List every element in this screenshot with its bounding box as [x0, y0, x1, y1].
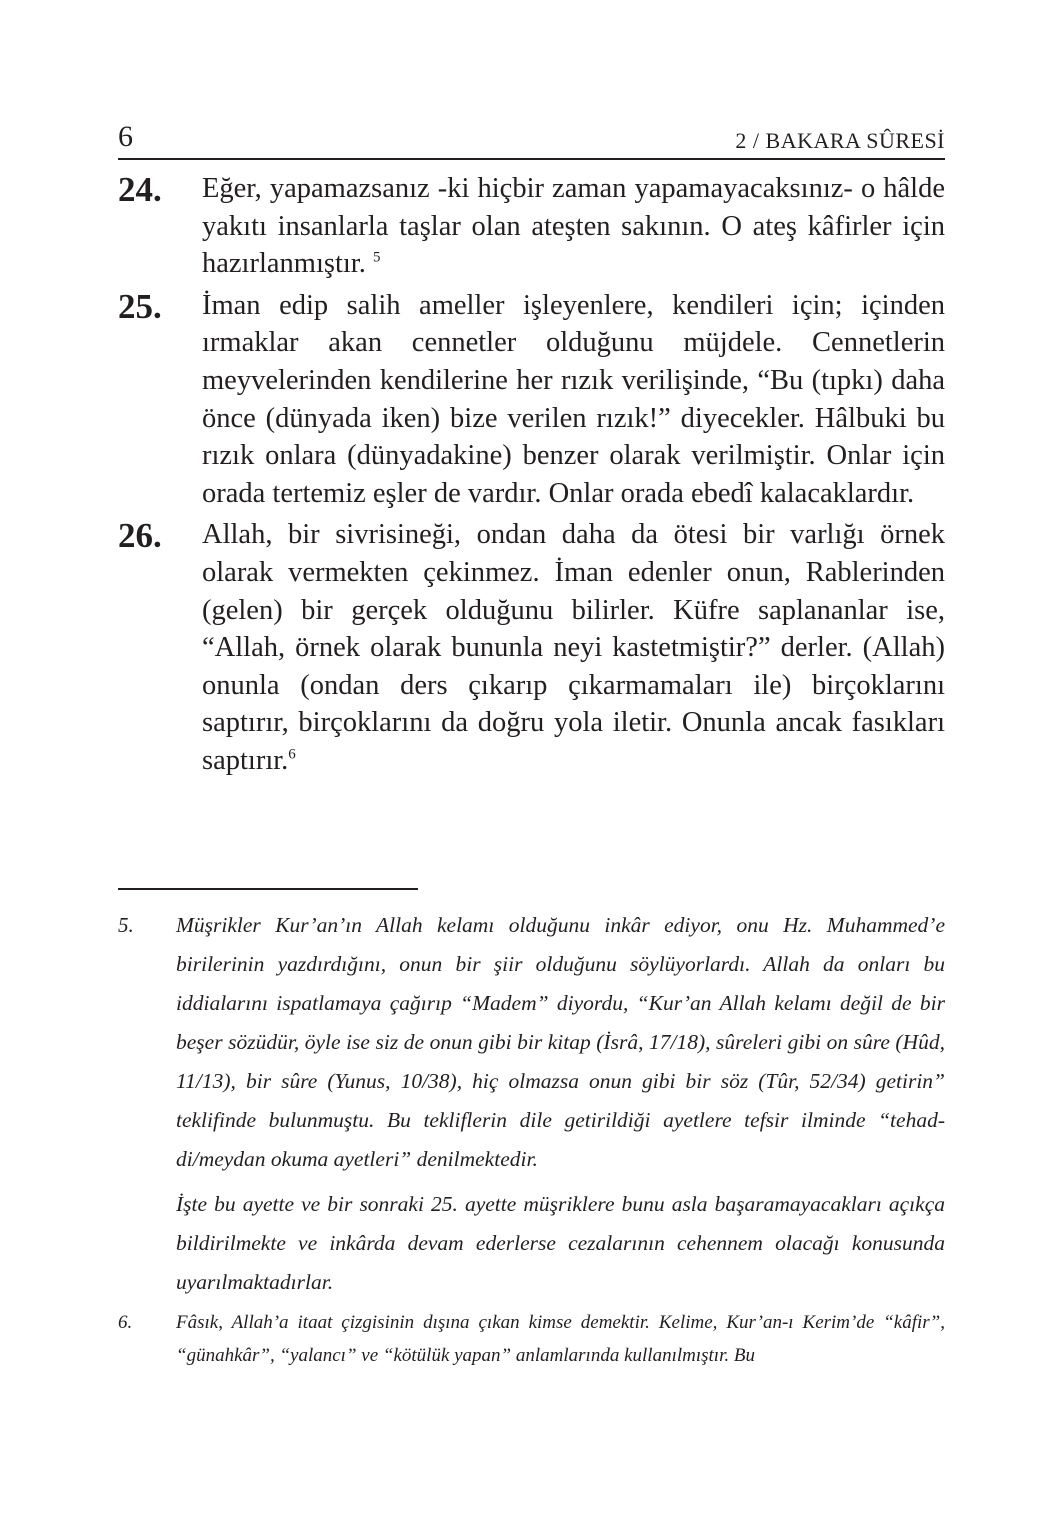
verse-text: Allah, bir sivrisineği, ondan daha da ötesi bir varlığı örnek olarak vermekten çekinmez. İman edenler onun, Rablerinden (gelen) bir gerçek olduğunu bilirler. Küfre saplananlar ise, “Allah, örnek olarak bununla neyi kastetmiştir?” derler. (Allah) onunla (ondan ders çıkarıp çıkarmamaları ile) birçoklarını saptırır, birçoklarını da doğru yola iletir. Onunla ancak fasıkları saptırır. [202, 519, 945, 776]
footnote-reference[interactable]: 6 [288, 746, 296, 763]
footnote-paragraph: Fâsık, Allah’a itaat çizgisinin dışına çıkan kimse demektir. Kelime, Kur’an-ı Kerim’de “kâfir”, “günahkâr”, “yalancı” ve “kötülük yapan” anlamlarında kullanılmıştır. Bu [176, 1312, 945, 1366]
page-number: 6 [118, 120, 133, 153]
footnote-number: 6. [118, 1312, 133, 1333]
footnote-paragraph: Müşrikler Kur’an’ın Allah kelamı olduğunu inkâr ediyor, onu Hz. Muhammed’e birilerinin yazdırdığını, onun bir şiir olduğunu söylüyorlardı. Allah da onları bu iddialarını ispatlamaya çağırıp “Madem” diyordu, “Kur’an Allah kelamı değil de bir beşer sözüdür, öyle ise siz de onun gibi bir kitap (İsrâ, 17/18), sûreleri gibi on sûre (Hûd, 11/13), bir sûre (Yunus, 10/38), hiç olmazsa onun gibi bir söz (Tûr, 52/34) getirin” teklifinde bulunmuştu. Bu tekliflerin dile getirildiği ayetlere tefsir ilminde “tehaddi/meydan okuma ayetleri” denilmektedir. [176, 913, 945, 1171]
footnote-5 [118, 906, 945, 1302]
footnote-paragraph: İşte bu ayette ve bir sonraki 25. ayette müşriklere bunu asla başaramayacakları açıkça bildirilmekte ve inkârda devam ederlerse cezalarının cehennem olacağı konusunda uyarılmaktadırlar. [176, 1192, 945, 1294]
footnote-6 [118, 1306, 945, 1372]
footnotes [118, 906, 945, 1372]
footnote-reference[interactable]: 5 [372, 249, 381, 266]
verse-text: İman edip salih ameller işleyenlere, kendileri için; içinden ırmaklar akan cennetler olduğunu müjdele. Cennetlerin meyvelerinden kendilerine her rızık verilişinde, “Bu (tıpkı) daha önce (dünyada iken) bize verilen rızık!” diyecekler. Hâlbuki bu rızık onlara (dünyadakine) benzer olarak verilmiştir. Onlar için orada tertemiz eşler de vardır. Onlar orada ebedî kalacaklardır. [202, 289, 945, 509]
page-header [118, 120, 945, 160]
verse-26 [118, 516, 945, 779]
verse-number: 25. [118, 286, 162, 326]
verse-25 [118, 287, 945, 513]
footnote-number: 5. [118, 913, 134, 937]
footnote-divider [118, 888, 418, 890]
verse-text: Eğer, yapamazsanız -ki hiçbir zaman yapamayacaksınız- o hâlde yakıtı insanlarla taşlar olan ateşten sakının. O ateş kâfirler için hazırlanmıştır. [202, 173, 945, 280]
running-head: 2 / BAKARA SÛRESİ [735, 128, 945, 153]
verse-24 [118, 170, 945, 283]
verse-list [118, 170, 945, 784]
verse-number: 24. [118, 170, 162, 209]
verse-number: 26. [118, 516, 162, 556]
